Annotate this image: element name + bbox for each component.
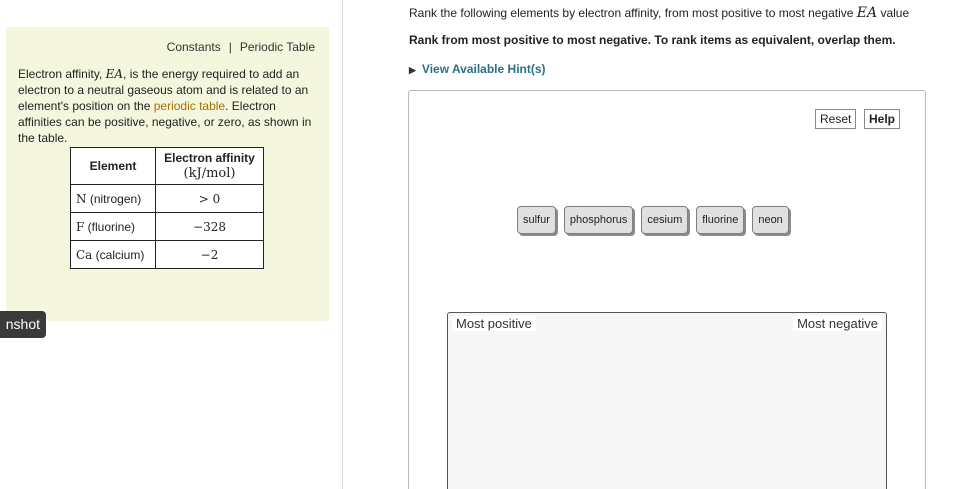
snapshot-tab[interactable]: nshot [0,311,46,338]
intro-paragraph [18,66,318,146]
help-button[interactable]: Help [864,109,900,129]
question-text [409,5,909,21]
ranking-workspace [408,90,926,489]
header-ea-label: Electron affinity [164,151,255,165]
view-hints-label: View Available Hint(s) [421,62,546,76]
affinity-value: −328 [156,213,264,241]
intro-text-3: . Electron affinities can be positive, negative, or zero, as shown in the table. [18,99,312,145]
table-header-row [71,148,264,185]
view-hints-toggle[interactable] [409,62,546,76]
element-cell [71,213,156,241]
element-symbol: F [76,219,85,234]
periodic-table-link[interactable]: Periodic Table [239,40,315,54]
header-electron-affinity [156,148,264,185]
ea-symbol: EA [105,67,124,81]
table-row [71,213,264,241]
element-cell [71,241,156,269]
resource-links [167,40,315,54]
ranking-instruction: Rank from most positive to most negative. To rank items as equivalent, overlap them. [409,33,896,47]
periodic-table-inline-link[interactable]: periodic table [153,99,226,113]
reset-button[interactable]: Reset [815,109,856,129]
electron-affinity-table [70,147,264,269]
tile-neon[interactable]: neon [752,206,788,234]
tile-fluorine[interactable]: fluorine [696,206,744,234]
element-name: (fluorine) [84,219,136,234]
panel-divider [342,0,343,489]
tile-cesium[interactable]: cesium [641,206,688,234]
header-element: Element [71,148,156,185]
affinity-value: > 0 [156,185,264,213]
element-symbol: Ca [76,247,93,262]
ranking-drop-zone[interactable] [447,312,887,489]
table-row [71,241,264,269]
expand-triangle-icon: ▶ [409,65,416,75]
affinity-value: −2 [156,241,264,269]
header-ea-unit: (kJ/mol) [183,166,236,181]
question-ea-symbol: EA [856,5,878,21]
element-name: (calcium) [92,247,145,262]
draggable-tiles [517,206,789,234]
intro-text-1: Electron affinity, [18,67,106,81]
info-panel [6,27,329,321]
question-text-1: Rank the following elements by electron affinity, from most positive to most negative [409,6,857,20]
tile-phosphorus[interactable]: phosphorus [564,206,634,234]
tile-sulfur[interactable]: sulfur [517,206,556,234]
table-row [71,185,264,213]
constants-link[interactable]: Constants [166,40,221,54]
intro-text-2: , is the energy required to add an electron to a neutral gaseous atom and is related to an element's position on the [18,67,309,113]
link-separator: | [228,40,232,54]
question-text-2: value [877,6,910,20]
element-symbol: N [76,191,87,206]
element-name: (nitrogen) [86,191,142,206]
most-positive-label: Most positive [452,316,536,331]
most-negative-label: Most negative [793,316,882,331]
element-cell [71,185,156,213]
